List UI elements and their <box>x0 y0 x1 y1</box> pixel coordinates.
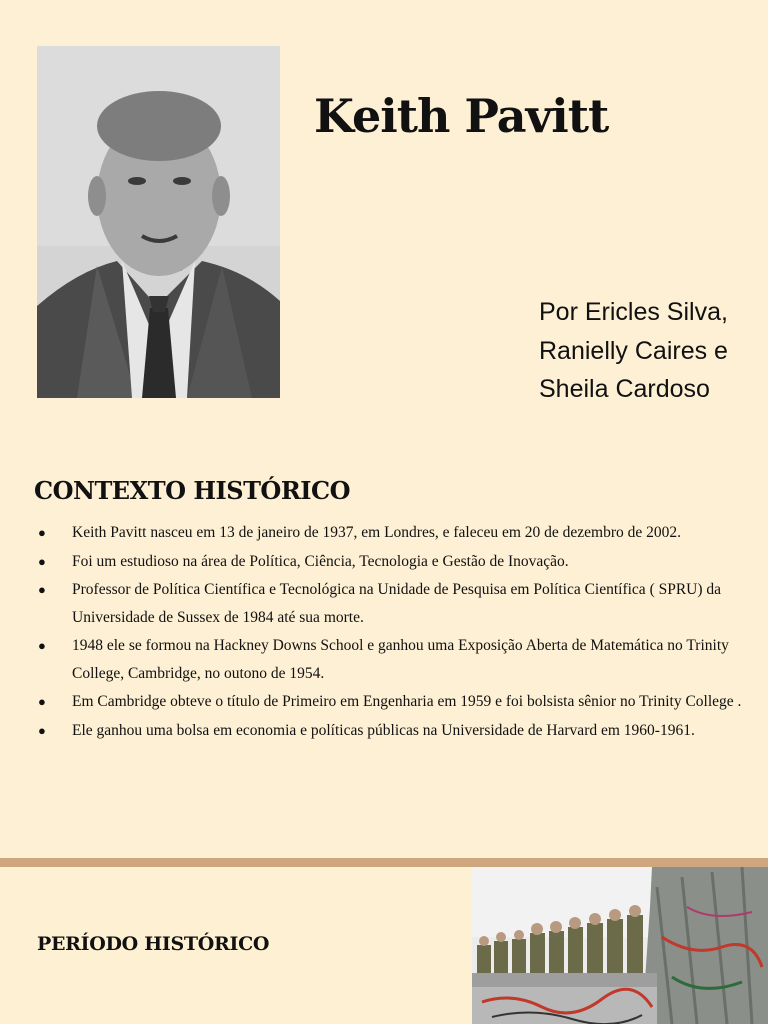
author-line: Ranielly Caires e <box>539 336 728 365</box>
list-item <box>30 688 750 716</box>
bullet-icon: ● <box>38 638 46 653</box>
list-item <box>30 519 750 547</box>
list-item <box>30 717 750 745</box>
list-item-text: Ele ganhou uma bolsa em economia e políticas públicas na Universidade de Harvard em 1960-1961. <box>72 721 695 739</box>
list-item <box>30 632 750 687</box>
list-item-text: Em Cambridge obteve o título de Primeiro em Engenharia em 1959 e foi bolsista sênior no Trinity College . <box>72 693 742 710</box>
page-title: Keith Pavitt <box>314 89 609 143</box>
portrait-photo <box>37 46 280 398</box>
bullet-icon: ● <box>38 582 46 597</box>
authors-block <box>539 293 764 409</box>
list-item <box>30 548 750 576</box>
author-line: Sheila Cardoso <box>539 375 710 403</box>
context-heading: CONTEXTO HISTÓRICO <box>34 476 351 505</box>
bullet-icon: ● <box>38 553 46 569</box>
list-item-text: 1948 ele se formou na Hackney Downs School e ganhou uma Exposição Aberta de Matemática no Trinity College, Cambridge, no outono de 1954. <box>72 637 729 682</box>
bullet-icon: ● <box>38 525 46 540</box>
list-item-text: Professor de Política Científica e Tecnológica na Unidade de Pesquisa em Política Científica ( SPRU) da Universidade de Sussex de 1984 até sua morte. <box>72 581 722 626</box>
list-item <box>30 576 750 631</box>
author-line: Por Ericles Silva, <box>539 298 728 326</box>
context-list <box>30 519 750 745</box>
list-item-text: Keith Pavitt nasceu em 13 de janeiro de 1937, em Londres, e faleceu em 20 de dezembro de 2002. <box>72 524 682 541</box>
berlin-wall-photo <box>472 867 768 1024</box>
list-item-text: Foi um estudioso na área de Política, Ciência, Tecnologia e Gestão de Inovação. <box>72 552 569 570</box>
bullet-icon: ● <box>38 694 46 709</box>
period-heading: PERÍODO HISTÓRICO <box>37 933 270 955</box>
section-divider <box>0 858 768 867</box>
bullet-icon: ● <box>38 722 46 738</box>
